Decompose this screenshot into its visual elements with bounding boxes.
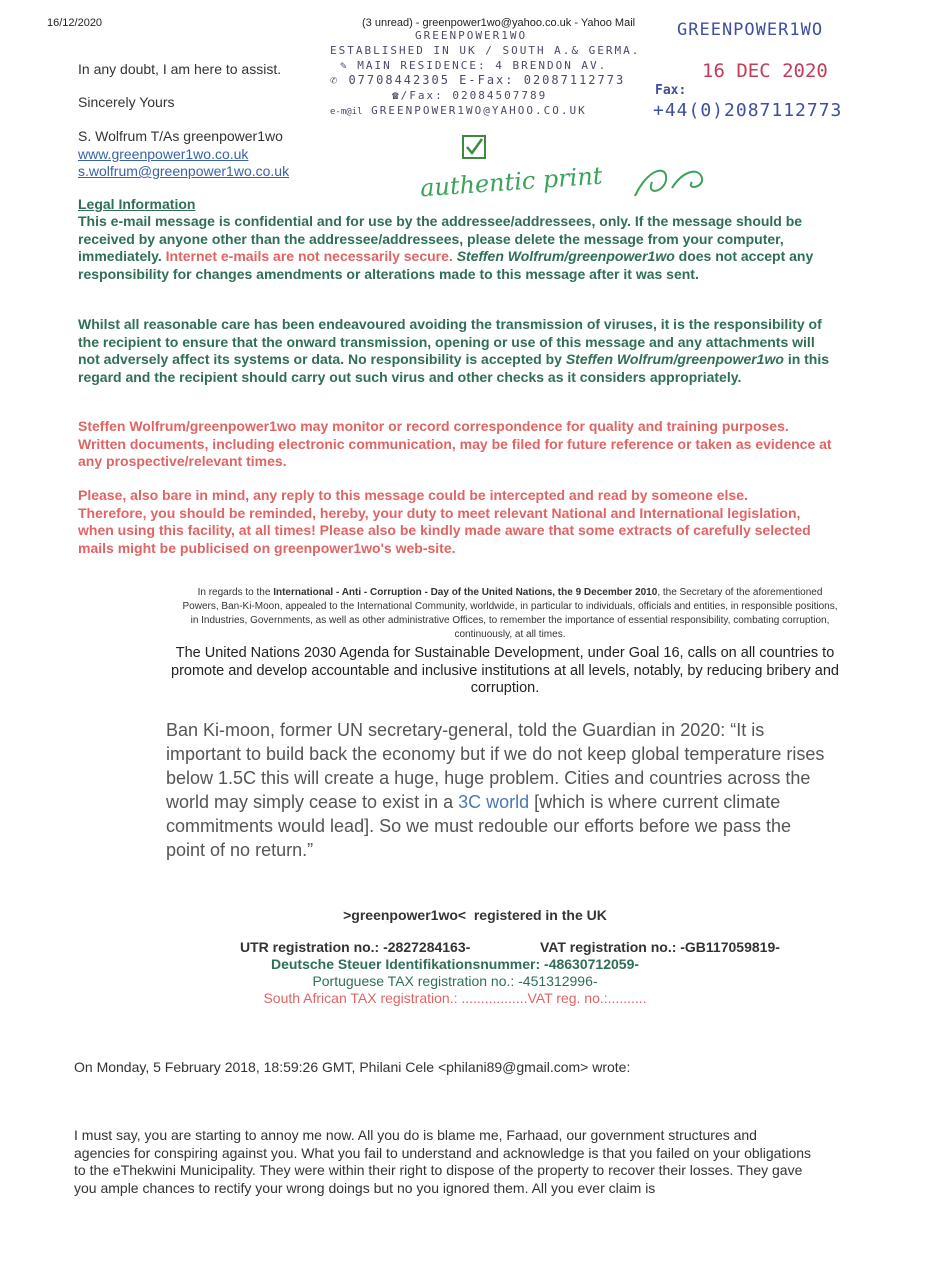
- mobile-phone-icon: ✆: [330, 73, 349, 87]
- legal-paragraph-2: Whilst all reasonable care has been endeavoured avoiding the transmission of viruses, it is the responsibility of the recipient to ensure that the onward transmission, opening or use of this message and any attachments will not adversely affect its systems or data. No responsibility is accepted by Steffen Wolfrum/greenpower1wo in this regard and the recipient should carry out such virus and other checks as it considers appropriately.: [78, 316, 830, 385]
- legal-paragraph-3: Steffen Wolfrum/greenpower1wo may monitor or record correspondence for quality and training purposes. Written documents, including electronic communication, may be filed for future reference or taken as evidence at any prospective/relevant times.: [78, 418, 832, 469]
- print-title: (3 unread) - greenpower1wo@yahoo.co.uk - Yahoo Mail: [362, 17, 636, 29]
- print-date: 16/12/2020: [47, 17, 103, 29]
- utr-registration: UTR registration no.: -2827284163-: [240, 939, 471, 955]
- un-agenda-text: The United Nations 2030 Agenda for Sustainable Development, under Goal 16, calls on all countries to promote and develop accountable and inclusive institutions at all levels, notably, by reducing bribery and corruption.: [171, 645, 839, 696]
- portuguese-tax-id: Portuguese TAX registration no.: -451312996-: [312, 973, 598, 989]
- legal-heading: Legal Information: [78, 196, 196, 212]
- stamp-line-email: e-m@il GREENPOWER1WO@YAHOO.CO.UK: [330, 104, 587, 117]
- south-african-tax-id: South African TAX registration.: .................VAT reg. no.:..........: [263, 990, 647, 1006]
- sender-name: S. Wolfrum T/As greenpower1wo: [78, 128, 283, 144]
- email-link[interactable]: s.wolfrum@greenpower1wo.co.uk: [78, 163, 290, 179]
- ban-ki-moon-quote: Ban Ki-moon, former UN secretary-general, told the Guardian in 2020: “It is important to build back the economy but if we do not keep global temperature rises below 1.5C this will create a huge, huge problem. Cities and countries across the world may simply cease to exist in a 3C world [which is where current climate commitments would lead]. So we must redouble our efforts before we pass the point of no return.”: [166, 720, 825, 860]
- quoted-email-header: On Monday, 5 February 2018, 18:59:26 GMT, Philani Cele <philani89@gmail.com> wrote:: [74, 1059, 631, 1075]
- stamp-line-fax: ☎/Fax: 02084507789: [392, 89, 548, 102]
- assist-line: In any doubt, I am here to assist.: [78, 61, 282, 77]
- pen-icon: ✎: [340, 59, 358, 72]
- stamp-name: GREENPOWER1WO: [415, 29, 528, 42]
- legal-paragraph-1: This e-mail message is confidential and for use by the addressee/addressees, only. If the message should be received by anyone other than the addressee/addressees, please delete the message from your computer, immediately. Internet e-mails are not necessarily secure. Steffen Wolfrum/greenpower1wo does not accept any responsibility for changes amendments or alterations made to this message after it was sent.: [78, 213, 814, 282]
- closing: Sincerely Yours: [78, 94, 175, 110]
- quoted-email-body: I must say, you are starting to annoy me now. All you do is blame me, Farhaad, our government structures and agencies for conspiring against you. What you fail to understand and acknowledge is that you failed on your obligations to the eThekwini Municipality. They were within their right to dispose of the property to recover their losses. They gave you ample chances to rectify your wrong doings but no you ignored them. All you ever claim is: [74, 1127, 812, 1196]
- stamp-line-established: ESTABLISHED IN UK / SOUTH A.& GERMA.: [330, 44, 641, 57]
- fax-label: Fax:: [655, 83, 687, 98]
- stamp-line-phone: ✆ 07708442305 E-Fax: 02087112773: [330, 73, 626, 87]
- company-stamp: [330, 28, 641, 120]
- website-link[interactable]: www.greenpower1wo.co.uk: [78, 146, 249, 162]
- authentic-print-handwriting: authentic print: [420, 160, 720, 210]
- german-tax-id: Deutsche Steuer Identifikationsnummer: -48630712059-: [270, 956, 640, 972]
- un-anti-corruption-note: In regards to the International - Anti - Corruption - Day of the United Nations, the 9 December 2010, the Secretary of the aforementioned Powers, Ban-Ki-Moon, appealed to the International Community, worldwide, in particular to individuals, officials and entities, in responsible positions, in Industries, Governments, as well as other administrative Offices, to remember the importance of essential responsibility, combating corruption, continuously, at all times.: [182, 587, 838, 640]
- telephone-icon: ☎: [392, 89, 401, 102]
- legal-paragraph-4: Please, also bare in mind, any reply to this message could be intercepted and read by someone else. Therefore, you should be reminded, hereby, your duty to meet relevant National and International legislation, when using this facility, at all times! Please also be kindly made aware that some extracts of carefully selected mails might be publicised on greenpower1wo's web-site.: [78, 487, 811, 556]
- blue-stamp-name: GREENPOWER1WO: [677, 20, 824, 40]
- stamp-line-residence: ✎ MAIN RESIDENCE: 4 BRENDON AV.: [340, 59, 608, 72]
- fax-number: +44(0)2087112773: [653, 100, 843, 121]
- registration-title: >greenpower1wo< registered in the UK: [343, 907, 607, 923]
- checkmark-icon: [462, 135, 486, 159]
- date-stamp: 16 DEC 2020: [702, 60, 828, 82]
- 3c-world-link[interactable]: 3C world: [458, 792, 530, 812]
- vat-registration: VAT registration no.: -GB117059819-: [540, 939, 780, 955]
